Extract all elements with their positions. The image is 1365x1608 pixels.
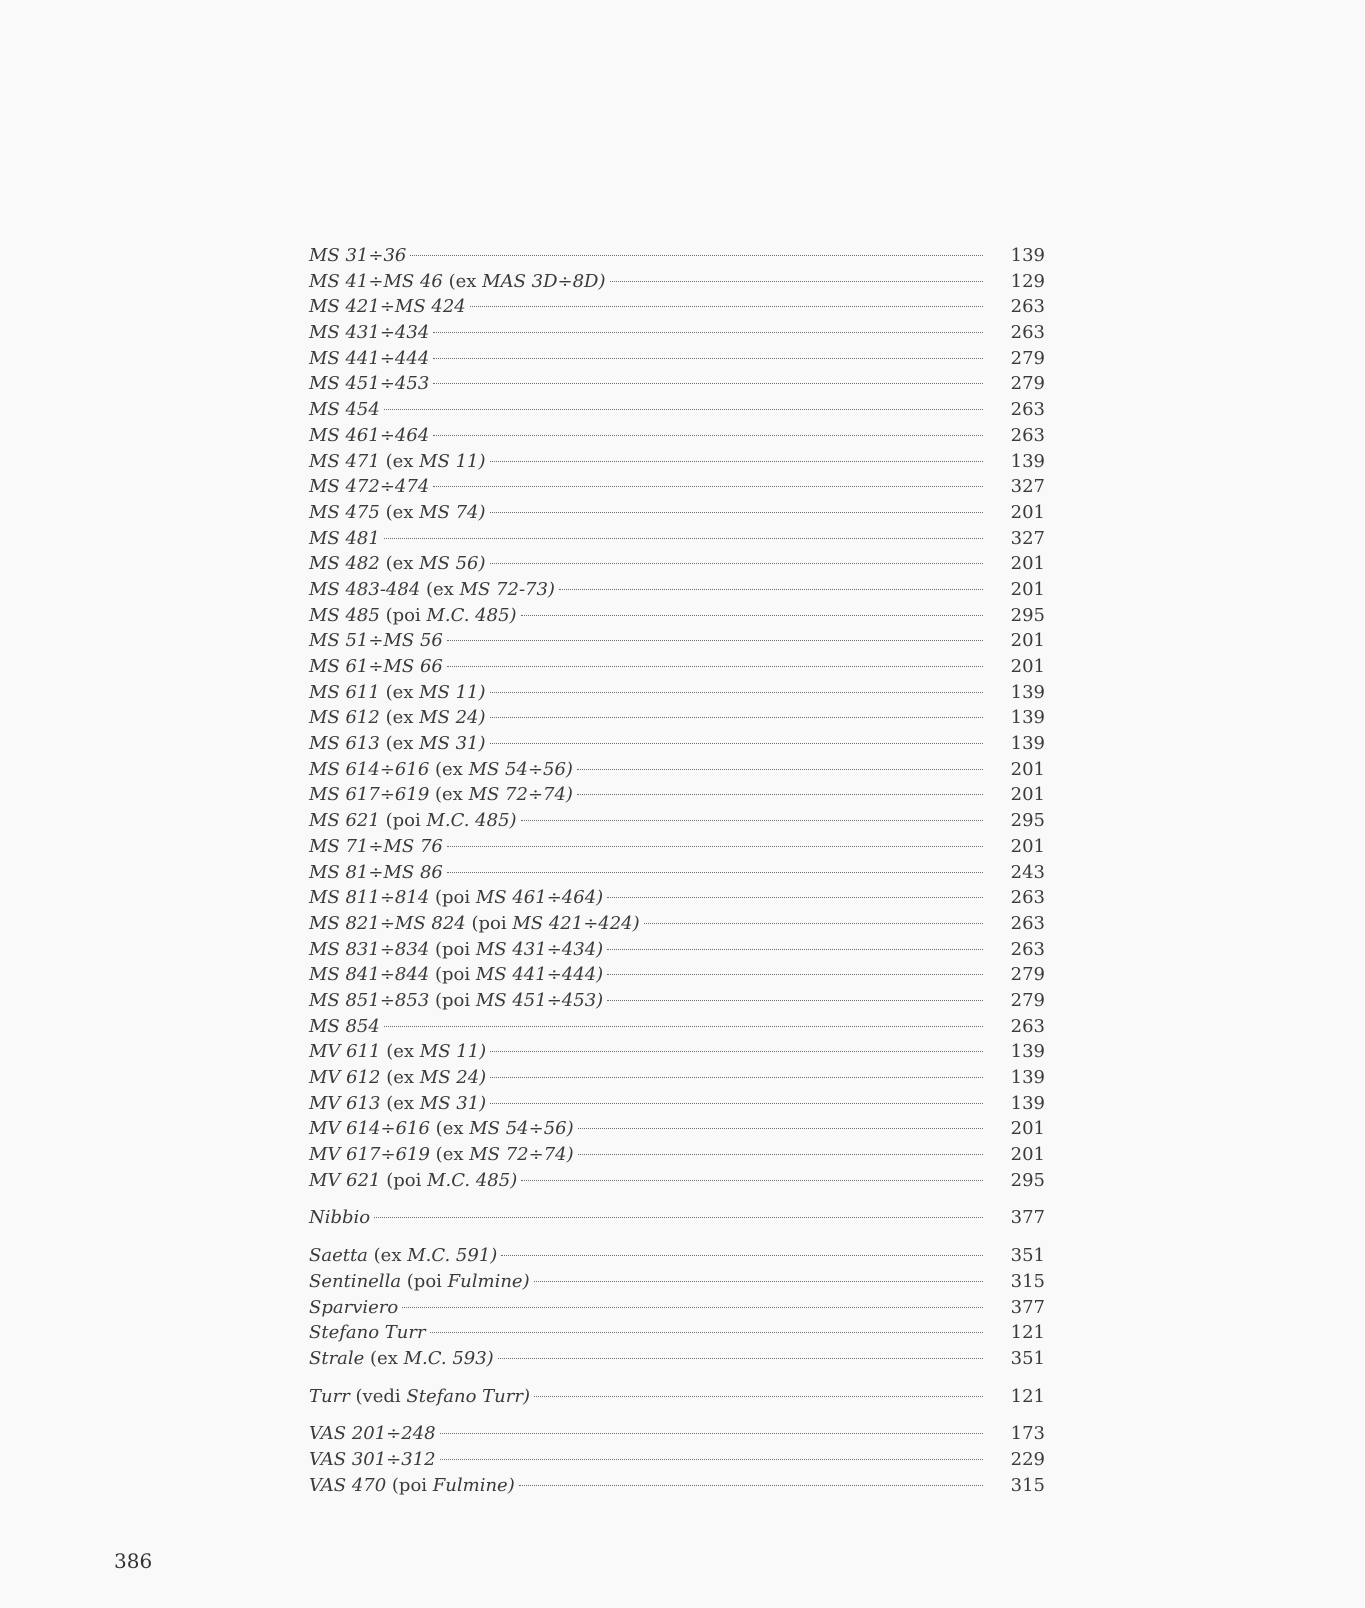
index-entry [309, 731, 1045, 757]
dot-leader [490, 692, 983, 693]
entry-name [309, 1091, 486, 1117]
entry-page-number: 201 [1010, 1118, 1045, 1140]
entry-name-italic: MS 54÷56) [468, 758, 573, 780]
index-entry [309, 654, 1045, 680]
index-entry [309, 551, 1045, 577]
dot-leader [490, 717, 983, 718]
entry-name-italic: Nibbio [309, 1207, 371, 1229]
entry-name-italic: MS 31) [419, 733, 486, 755]
entry-name-italic: MS 485 [309, 604, 380, 626]
entry-name-italic: MS 461÷464 [309, 424, 430, 446]
dot-leader [534, 1281, 983, 1282]
entry-page-number: 351 [1010, 1347, 1045, 1369]
entry-name [309, 1243, 497, 1269]
entry-name [309, 269, 606, 295]
entry-name-italic: MS 421÷MS 424 [309, 296, 466, 318]
entry-name-italic: MS 475 [309, 501, 380, 523]
entry-name [309, 808, 517, 834]
index-entry [309, 1039, 1045, 1065]
entry-name-italic: Strale [309, 1347, 365, 1369]
entry-page-number: 263 [1010, 887, 1045, 909]
entry-name [309, 1447, 436, 1473]
index-entry [309, 628, 1045, 654]
index-entry [309, 397, 1045, 423]
index-entry [309, 1295, 1045, 1321]
entry-name-roman: (ex [379, 733, 420, 755]
entry-page-number: 243 [1010, 861, 1045, 883]
entry-name-italic: MV 614÷616 [309, 1118, 430, 1140]
entry-name-roman: (poi [429, 989, 476, 1011]
entry-name [309, 449, 486, 475]
entry-name-italic: VAS 470 [309, 1474, 387, 1496]
entry-name-roman: (poi [465, 912, 513, 934]
dot-leader [607, 1000, 983, 1001]
entry-name-italic: MS 614÷616 [309, 758, 430, 780]
entry-name [309, 1421, 436, 1447]
dot-leader [521, 1180, 983, 1181]
dot-leader [447, 640, 983, 641]
dot-leader [559, 589, 983, 590]
entry-name [309, 577, 555, 603]
dot-leader [402, 1307, 983, 1308]
dot-leader [447, 872, 983, 873]
entry-page-number: 201 [1010, 835, 1045, 857]
index-entry [309, 1168, 1045, 1194]
entry-name-italic: MS 71÷MS 76 [309, 835, 443, 857]
index-entry [309, 1473, 1045, 1499]
entry-name [309, 885, 603, 911]
entry-page-number: 279 [1010, 373, 1045, 395]
entry-page-number: 327 [1010, 476, 1045, 498]
entry-name-roman: (poi [386, 1474, 433, 1496]
dot-leader [490, 563, 983, 564]
entry-name-italic: MS 61÷MS 66 [309, 656, 443, 677]
entry-name-italic: MS 72÷74) [469, 1144, 574, 1166]
entry-name-italic: MS 41÷MS 46 [309, 270, 443, 292]
entry-name-italic: M.C. 591) [407, 1245, 498, 1267]
entry-name-roman: (poi [429, 887, 476, 909]
entry-page-number: 201 [1010, 1144, 1045, 1166]
entry-page-number: 173 [1010, 1423, 1045, 1445]
entry-name [309, 371, 429, 397]
entry-name-roman: (ex [429, 1118, 470, 1140]
entry-name-roman: (poi [379, 810, 427, 832]
entry-name-italic: Saetta [309, 1245, 368, 1267]
entry-name-roman: (ex [380, 1041, 420, 1063]
index-entry [309, 680, 1045, 706]
entry-name-roman: (ex [379, 681, 420, 703]
dot-leader [490, 1077, 983, 1078]
entry-page-number: 263 [1010, 296, 1045, 318]
index-entry [309, 757, 1045, 783]
entry-name-italic: MS 24) [419, 707, 486, 729]
index-entry [309, 705, 1045, 731]
entry-name-italic: VAS 201÷248 [309, 1423, 436, 1445]
entry-name [309, 1384, 530, 1410]
entry-name [309, 911, 640, 937]
index-entry [309, 1243, 1045, 1269]
dot-leader [578, 1128, 983, 1129]
entry-name-italic: MS 74) [419, 501, 486, 523]
index-entry [309, 577, 1045, 603]
entry-name-italic: MS 11) [419, 450, 486, 472]
index-list [309, 243, 1045, 1510]
index-entry [309, 937, 1045, 963]
index-entry [309, 449, 1045, 475]
dot-leader [440, 1433, 983, 1434]
entry-page-number: 201 [1010, 758, 1045, 780]
dot-leader [607, 974, 983, 975]
entry-name-italic: MS 431÷434) [475, 938, 604, 960]
entry-page-number: 315 [1010, 1270, 1045, 1292]
entry-page-number: 201 [1010, 553, 1045, 575]
entry-name [309, 243, 406, 269]
dot-leader [577, 769, 983, 770]
index-entry [309, 834, 1045, 860]
dot-leader [447, 666, 983, 667]
entry-page-number: 377 [1010, 1296, 1045, 1318]
dot-leader [607, 949, 983, 950]
entry-name-italic: MS 11) [419, 681, 486, 703]
entry-name-roman: (poi [429, 964, 476, 986]
entry-name-italic: M.C. 593) [403, 1347, 494, 1369]
index-entry [309, 911, 1045, 937]
index-entry [309, 962, 1045, 988]
entry-name-italic: MS 831÷834 [309, 938, 430, 960]
entry-name [309, 705, 486, 731]
index-entry [309, 1269, 1045, 1295]
entry-name-italic: MS 72÷74) [468, 784, 573, 806]
entry-name [309, 603, 517, 629]
entry-name [309, 1039, 486, 1065]
entry-name-italic: Turr [309, 1385, 350, 1407]
entry-page-number: 279 [1010, 964, 1045, 986]
dot-leader [498, 1358, 983, 1359]
entry-name-roman: (vedi [349, 1385, 407, 1407]
entry-name [309, 474, 429, 500]
entry-page-number: 229 [1010, 1448, 1045, 1470]
entry-name-roman: (ex [429, 784, 469, 806]
entry-page-number: 263 [1010, 938, 1045, 960]
index-entry [309, 294, 1045, 320]
entry-name-italic: MS 451÷453) [475, 989, 604, 1011]
entry-page-number: 263 [1010, 424, 1045, 446]
dot-leader [519, 1485, 983, 1486]
dot-leader [490, 1051, 983, 1052]
entry-name [309, 1269, 530, 1295]
dot-leader [490, 1103, 983, 1104]
entry-page-number: 139 [1010, 681, 1045, 703]
entry-name-italic: MS 441÷444 [309, 347, 430, 369]
entry-name [309, 680, 486, 706]
index-entry [309, 269, 1045, 295]
entry-name [309, 834, 443, 860]
entry-name [309, 320, 429, 346]
entry-page-number: 121 [1010, 1385, 1045, 1407]
index-entry [309, 500, 1045, 526]
entry-name-italic: MS 454 [309, 399, 380, 421]
entry-name-roman: (ex [379, 707, 420, 729]
entry-page-number: 295 [1010, 810, 1045, 832]
entry-name-italic: MS 11) [419, 1041, 487, 1063]
entry-page-number: 315 [1010, 1474, 1045, 1496]
index-entry [309, 320, 1045, 346]
entry-page-number: 139 [1010, 1041, 1045, 1063]
entry-page-number: 201 [1010, 784, 1045, 806]
entry-page-number: 139 [1010, 1067, 1045, 1088]
entry-page-number: 279 [1010, 347, 1045, 369]
index-entry [309, 371, 1045, 397]
entry-page-number: 263 [1010, 912, 1045, 934]
entry-name-italic: MS 617÷619 [309, 784, 430, 806]
dot-leader [521, 820, 983, 821]
entry-name [309, 551, 486, 577]
entry-name [309, 628, 443, 654]
entry-page-number: 377 [1010, 1207, 1045, 1229]
entry-name-roman: (poi [429, 938, 476, 960]
entry-name [309, 988, 603, 1014]
entry-name-roman: (poi [379, 604, 427, 626]
entry-name [309, 1473, 515, 1499]
dot-leader [384, 538, 983, 539]
entry-name-italic: Sentinella [309, 1270, 402, 1292]
index-entry [309, 808, 1045, 834]
entry-name-roman: (ex [429, 758, 469, 780]
entry-name-italic: MS 613 [309, 733, 380, 755]
entry-name [309, 1205, 370, 1231]
dot-leader [470, 306, 983, 307]
index-entry [309, 1421, 1045, 1447]
entry-name [309, 937, 603, 963]
dot-leader [534, 1396, 983, 1397]
index-entry [309, 782, 1045, 808]
entry-page-number: 201 [1010, 630, 1045, 652]
entry-name-italic: Fulmine) [432, 1474, 515, 1496]
dot-leader [521, 615, 983, 616]
entry-page-number: 279 [1010, 989, 1045, 1011]
index-entry [309, 1320, 1045, 1346]
entry-name-italic: VAS 301÷312 [309, 1448, 436, 1470]
dot-leader [433, 383, 983, 384]
entry-name-italic: MS 31÷36 [309, 245, 407, 266]
entry-name-italic: MV 611 [309, 1041, 381, 1063]
entry-page-number: 201 [1010, 578, 1045, 600]
entry-name-italic: MS 421÷424) [512, 912, 640, 934]
entry-name [309, 757, 573, 783]
entry-name-italic: M.C. 485) [426, 810, 517, 832]
entry-name [309, 1065, 486, 1091]
entry-page-number: 139 [1010, 707, 1045, 729]
index-entry [309, 243, 1045, 269]
entry-name-italic: MS 481 [309, 527, 380, 549]
index-group [309, 1421, 1045, 1498]
entry-name-italic: MS 472÷474 [309, 476, 430, 498]
entry-name-italic: MS 54÷56) [469, 1118, 574, 1140]
dot-leader [577, 794, 983, 795]
index-group [309, 1384, 1045, 1410]
entry-page-number: 327 [1010, 527, 1045, 549]
index-entry [309, 1205, 1045, 1231]
entry-page-number: 295 [1010, 1169, 1045, 1191]
entry-page-number: 263 [1010, 1015, 1045, 1037]
entry-name-italic: Stefano Turr [309, 1322, 426, 1344]
dot-leader [610, 281, 984, 282]
index-entry [309, 346, 1045, 372]
entry-name-italic: MS 621 [309, 810, 380, 832]
entry-name [309, 294, 466, 320]
entry-name-italic: MAS 3D÷8D) [482, 270, 606, 292]
entry-page-number: 263 [1010, 322, 1045, 344]
index-entry [309, 988, 1045, 1014]
entry-name [309, 731, 486, 757]
entry-page-number: 139 [1010, 1092, 1045, 1114]
index-group [309, 243, 1045, 1193]
index-entry [309, 885, 1045, 911]
entry-name-italic: MV 612 [309, 1067, 381, 1088]
entry-page-number: 139 [1010, 245, 1045, 266]
entry-name [309, 500, 486, 526]
entry-name-roman: (ex [379, 553, 420, 575]
entry-name-roman: (ex [379, 501, 420, 523]
entry-name [309, 962, 603, 988]
entry-name-italic: MS 611 [309, 681, 380, 703]
entry-name-italic: MS 482 [309, 553, 380, 575]
index-entry [309, 1091, 1045, 1117]
entry-name-roman: (ex [429, 1144, 470, 1166]
entry-name-roman: (ex [364, 1347, 404, 1369]
index-entry [309, 860, 1045, 886]
entry-name-roman: (ex [367, 1245, 408, 1267]
dot-leader [578, 1154, 983, 1155]
entry-page-number: 351 [1010, 1245, 1045, 1267]
entry-name [309, 782, 573, 808]
dot-leader [384, 409, 983, 410]
index-entry [309, 474, 1045, 500]
entry-name [309, 654, 443, 680]
dot-leader [644, 923, 983, 924]
index-entry [309, 1116, 1045, 1142]
entry-name-roman: (poi [380, 1169, 428, 1191]
entry-name-italic: MS 821÷MS 824 [309, 912, 466, 934]
index-group [309, 1243, 1045, 1371]
entry-name-italic: MS 471 [309, 450, 380, 472]
entry-name-italic: MS 51÷MS 56 [309, 630, 443, 652]
entry-name [309, 1116, 574, 1142]
entry-name-italic: MS 56) [419, 553, 486, 575]
entry-name-roman: (ex [420, 578, 460, 600]
dot-leader [433, 435, 983, 436]
entry-name [309, 1295, 398, 1321]
index-entry [309, 423, 1045, 449]
entry-name-roman: (ex [379, 450, 420, 472]
entry-page-number: 139 [1010, 733, 1045, 755]
dot-leader [430, 1332, 983, 1333]
entry-name-italic: MS 441÷444) [475, 964, 604, 986]
entry-name-roman: (ex [442, 270, 483, 292]
entry-name-italic: MV 613 [309, 1092, 381, 1114]
entry-name-italic: Stefano Turr) [406, 1385, 530, 1407]
entry-name-italic: M.C. 485) [427, 1169, 518, 1191]
entry-name-italic: MS 612 [309, 707, 380, 729]
entry-name-italic: MS 81÷MS 86 [309, 861, 443, 883]
dot-leader [440, 1459, 983, 1460]
page-number: 386 [114, 1549, 153, 1573]
entry-page-number: 295 [1010, 604, 1045, 626]
entry-name [309, 346, 429, 372]
entry-name-italic: MS 451÷453 [309, 373, 430, 395]
entry-name [309, 1014, 380, 1040]
entry-name-italic: MS 854 [309, 1015, 380, 1037]
dot-leader [447, 846, 983, 847]
entry-page-number: 121 [1010, 1322, 1045, 1344]
entry-name-italic: MS 851÷853 [309, 989, 430, 1011]
entry-name [309, 1142, 574, 1168]
entry-name-italic: MS 811÷814 [309, 887, 430, 909]
dot-leader [433, 358, 983, 359]
entry-name-italic: Sparviero [309, 1296, 399, 1318]
entry-name-italic: M.C. 485) [426, 604, 517, 626]
dot-leader [410, 255, 983, 256]
index-entry [309, 1014, 1045, 1040]
entry-page-number: 263 [1010, 399, 1045, 421]
index-group [309, 1205, 1045, 1231]
entry-name-italic: MS 483-484 [309, 578, 421, 600]
entry-name [309, 1168, 517, 1194]
entry-name-italic: Fulmine) [447, 1270, 530, 1292]
dot-leader [490, 743, 983, 744]
index-entry [309, 1065, 1045, 1091]
entry-page-number: 129 [1010, 270, 1045, 292]
entry-name [309, 1346, 494, 1372]
dot-leader [490, 461, 983, 462]
entry-name [309, 526, 380, 552]
entry-name-italic: MS 431÷434 [309, 322, 430, 344]
entry-page-number: 201 [1010, 501, 1045, 523]
entry-name-roman: (ex [380, 1092, 420, 1114]
entry-name [309, 1320, 426, 1346]
index-entry [309, 526, 1045, 552]
entry-name-italic: MS 72-73) [459, 578, 555, 600]
index-entry [309, 1384, 1045, 1410]
index-entry [309, 1142, 1045, 1168]
entry-name [309, 397, 380, 423]
entry-name-italic: MV 617÷619 [309, 1144, 430, 1166]
entry-name-italic: MS 31) [419, 1092, 487, 1114]
entry-name [309, 860, 443, 886]
index-entry [309, 1346, 1045, 1372]
entry-name-italic: MV 621 [309, 1169, 381, 1191]
dot-leader [384, 1026, 983, 1027]
dot-leader [433, 332, 983, 333]
dot-leader [374, 1217, 983, 1218]
entry-name-italic: MS 841÷844 [309, 964, 430, 986]
entry-name-italic: MS 461÷464) [475, 887, 604, 909]
entry-name-italic: MS 24) [419, 1067, 487, 1088]
index-entry [309, 1447, 1045, 1473]
dot-leader [501, 1255, 983, 1256]
entry-name-roman: (poi [401, 1270, 448, 1292]
entry-name-roman: (ex [380, 1067, 420, 1088]
index-entry [309, 603, 1045, 629]
entry-name [309, 423, 429, 449]
dot-leader [490, 512, 983, 513]
entry-page-number: 201 [1010, 656, 1045, 677]
dot-leader [433, 486, 983, 487]
entry-page-number: 139 [1010, 450, 1045, 472]
dot-leader [607, 897, 983, 898]
